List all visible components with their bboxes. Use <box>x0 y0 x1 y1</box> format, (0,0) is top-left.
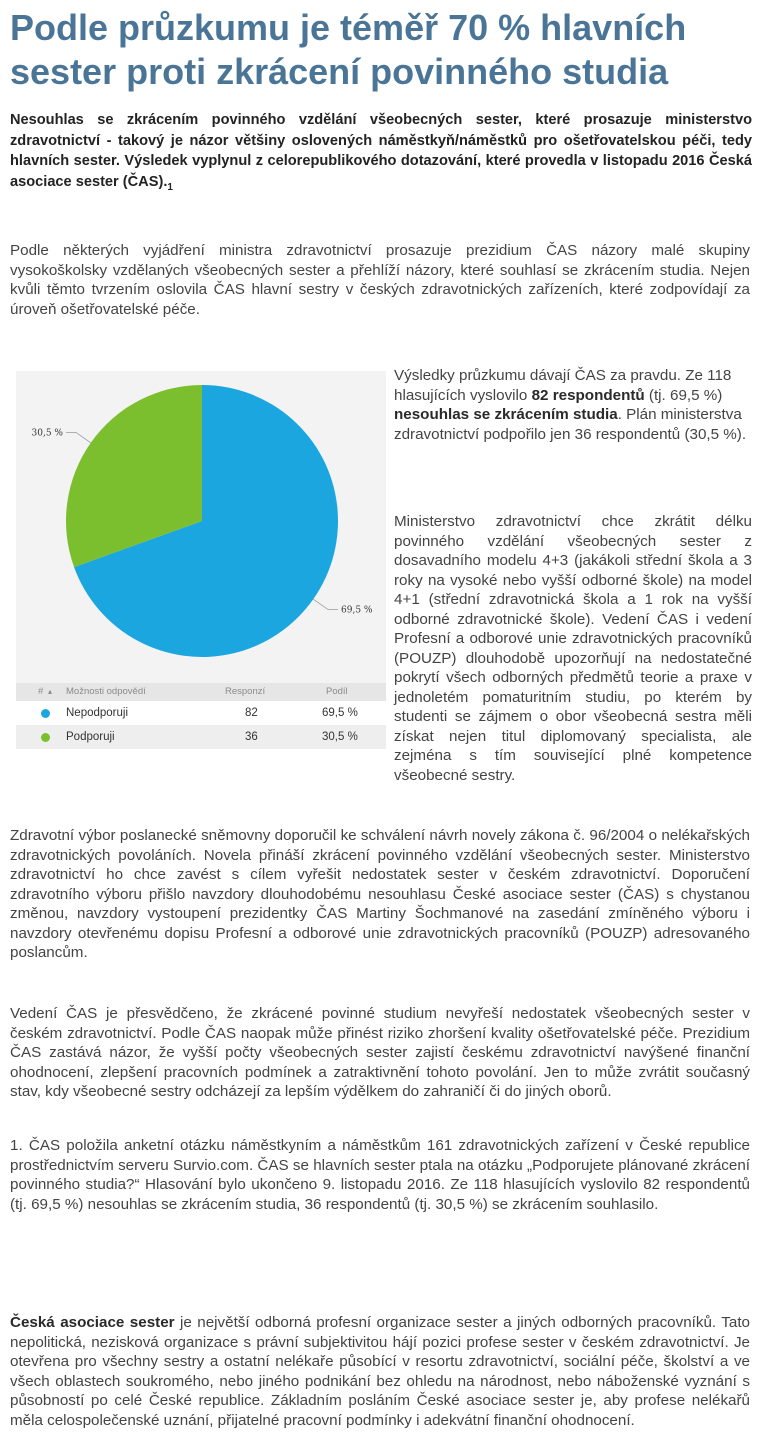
results-bold-disagreement: nesouhlas se zkrácením studia <box>394 406 618 423</box>
row-share: 30,5 % <box>322 731 358 743</box>
paragraph-intro: Podle některých vyjádření ministra zdravotnictví prosazuje prezidium ČAS názory malé skupiny vysokoškolsky vzdělaných všeobecných sester a přehlíží názory, které souhlasí se zkrácením studia. Nejen kvůli těmto tvrzením oslovila ČAS hlavní sestry v českých zdravotnických zařízeních, které zodpovídají za úroveň ošetřovatelské péče. <box>10 242 750 318</box>
table-row <box>16 725 386 749</box>
results-text-3: . Plán ministerstva zdravotnictví podpořilo jen 36 respondentů (30,5 %). <box>394 406 747 443</box>
row-option: Nepodporuji <box>66 707 129 719</box>
table-row <box>16 701 386 725</box>
table-header-row <box>16 683 386 701</box>
sort-icon: ▴ <box>48 687 53 696</box>
header-index: # <box>38 686 44 697</box>
results-text-2: (tj. 69,5 %) <box>644 386 723 404</box>
results-text-1: Výsledky průzkumu dávají ČAS za pravdu. Ze 118 hlasujících vyslovilo <box>394 367 732 404</box>
row-share: 69,5 % <box>322 707 358 719</box>
header-share: Podíl <box>326 686 348 697</box>
pie-leader-line <box>66 432 91 442</box>
about-org-text: je největší odborná profesní organizace sester a jiných odborných pracovníků. Tato nepolitická, nezisková organizace s právní subjektivitou hájí pozici profese sester v českém zdravotnictví. Je otevřena pro všechny sestry a ostatní nelékaře působící v resortu zdravotnictví, sociální péče, školství a ve všech oblastech soukromého, nebo jiného podnikání bez ohledu na národnost, nebo náboženské vyznání s působností po celé České republice. Základním posláním České asociace sester je, aby profese nelékařů měla celospolečenské uznání, přijatelné pracovní podmínky i adekvátní finanční ohodnocení. <box>10 1314 750 1429</box>
row-responses: 36 <box>245 731 258 743</box>
legend-dot-podporuji <box>41 733 50 742</box>
pie-svg <box>16 371 386 683</box>
pie-leader-line <box>313 599 338 609</box>
row-responses: 82 <box>245 707 258 719</box>
paragraph-footnote: 1. ČAS položila anketní otázku náměstkyním a náměstkům 161 zdravotnických zařízení v České republice prostřednictvím serveru Survio.com. ČAS se hlavních sester ptala na otázku „Podporujete plánované zkrácení povinného studia?“ Hlasování bylo ukončeno 9. listopadu 2016. Ze 118 hlasujících vyslovilo 82 respondentů (tj. 69,5 %) nesouhlas se zkrácením studia, 36 respondentů (tj. 30,5 %) se zkrácením souhlasilo. <box>10 1137 750 1213</box>
article-lead <box>10 110 752 198</box>
row-option: Podporuji <box>66 731 115 743</box>
lead-text: Nesouhlas se zkrácením povinného vzdělání všeobecných sester, které prosazuje ministerstvo zdravotnictví - takový je názor většiny oslovených náměstkyň/náměstků pro ošetřovatelskou péči, tedy hlavních sester. Výsledek vyplynul z celorepublikového dotazování, které provedla v listopadu 2016 Česká asociace sester (ČAS). <box>10 112 752 190</box>
header-option: Možnosti odpovědí <box>66 686 146 697</box>
survey-results-table <box>16 683 386 749</box>
paragraph-ministry-plan: Ministerstvo zdravotnictví chce zkrátit délku povinného vzdělání všeobecných sester z dosavadního modelu 4+3 (jakákoli střední škola a 3 roky na vysoké nebo vyšší odborné škole) na model 4+1 (střední zdravotnická škola a 1 rok na vyšší odborné zdravotnické škole). Vedení ČAS i vedení Profesní a odborové unie zdravotnických pracovníků (POUZP) dlouhodobě upozorňují na nedostatečné pokrytí všech odborných předmětů teorie a praxe v jednoletém pomaturitním studiu, po kterém by studenti se zájmem o obor všeobecná sestra měli získat nejen titul diplomovaný specialista, ale zejména s tím související plné kompetence všeobecné sestry. <box>394 513 752 784</box>
paragraph-results <box>394 366 752 444</box>
survey-pie-chart <box>16 371 386 683</box>
pie-label-podporuji: 30,5 % <box>31 428 63 439</box>
about-org-name: Česká asociace sester <box>10 1314 175 1331</box>
pie-label-nepodporuji: 69,5 % <box>341 605 373 616</box>
lead-footnote-ref[interactable]: 1 <box>167 181 173 193</box>
article-title: Podle průzkumu je téměř 70 % hlavních sester proti zkrácení povinného studia <box>10 7 687 92</box>
legend-dot-nepodporuji <box>41 709 50 718</box>
paragraph-committee: Zdravotní výbor poslanecké sněmovny doporučil ke schválení návrh novely zákona č. 96/2004 o nelékařských zdravotnických povoláních. Novela přináší zkrácení povinného vzdělání všeobecných sester. Ministerstvo zdravotnictví ho chce zavést s cílem vyřešit nedostatek sester v českém zdravotnictví. Doporučení zdravotního výboru přišlo navzdory dlouhodobému nesouhlasu České asociace sester (ČAS) s chystanou změnou, navzdory vystoupení prezidentky ČAS Martiny Šochmanové na zasedání zmíněného výboru i navzdory otevřenému dopisu Profesní a odborové unie zdravotnických pracovníků (POUZP) adresovaného poslancům. <box>10 827 750 961</box>
paragraph-about-cas <box>10 1313 750 1430</box>
header-responses: Responzí <box>225 686 266 697</box>
results-bold-count: 82 respondentů <box>531 386 645 404</box>
paragraph-leadership-view: Vedení ČAS je přesvědčeno, že zkrácené povinné studium nevyřeší nedostatek všeobecných sester v českém zdravotnictví. Podle ČAS naopak může přinést riziko zhoršení kvality ošetřovatelské péče. Prezidium ČAS zastává názor, že vyšší počty všeobecných sester zajistí českému zdravotnictví navýšené finanční ohodnocení, zlepšení pracovních podmínek a zatraktivnění tohoto povolání. Jen to může zvrátit současný stav, kdy všeobecné sestry odcházejí za lepším výdělkem do zahraničí či do jiných oborů. <box>10 1005 750 1100</box>
